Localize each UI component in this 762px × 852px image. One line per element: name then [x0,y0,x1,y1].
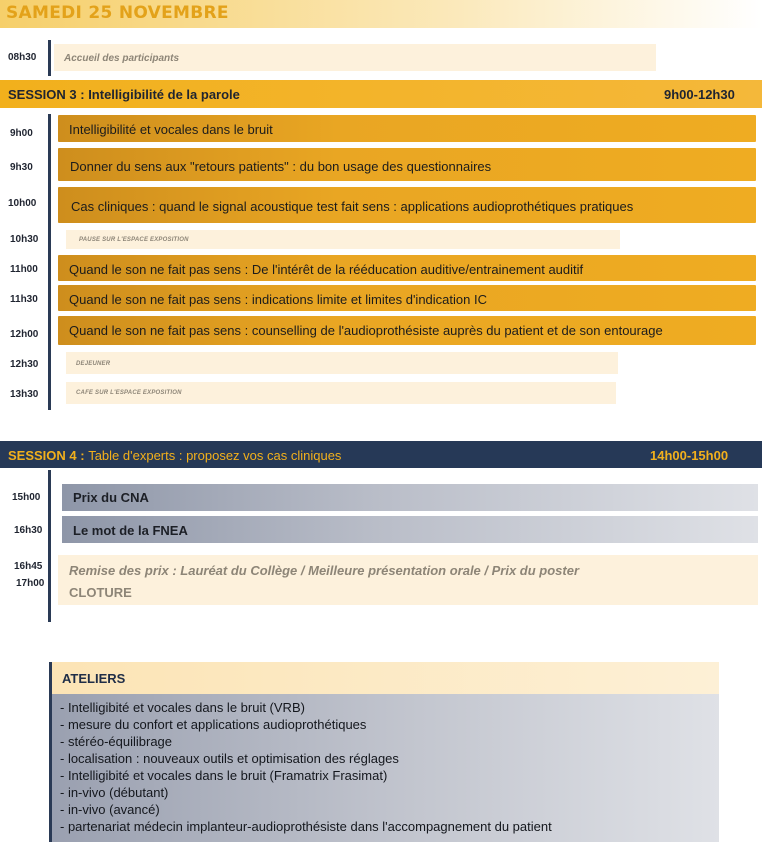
atelier-item: - Intelligibité et vocales dans le bruit (VRB) [60,700,305,715]
time-label: 13h30 [10,389,39,400]
session4-title [8,448,341,463]
session3-time: 9h00-12h30 [664,87,735,102]
time-label: 10h30 [10,234,39,245]
time-label: 11h00 [10,264,38,275]
closing-label: CLOTURE [69,585,132,600]
talk-label: Donner du sens aux "retours patients" : du bon usage des questionnaires [70,159,492,174]
welcome-label: Accueil des participants [64,53,180,64]
break-row [66,352,618,374]
talk-label: Intelligibilité et vocales dans le bruit [69,122,273,137]
break-label: DEJEUNER [76,361,111,367]
time-label: 17h00 [16,578,45,589]
award-label: Le mot de la FNEA [73,523,188,538]
award-row [62,484,758,511]
atelier-item: - partenariat médecin implanteur-audioprothésiste dans l'accompagnement du patient [60,819,552,834]
atelier-item: - Intelligibité et vocales dans le bruit (Framatrix Frasimat) [60,768,388,783]
ateliers-title: ATELIERS [62,671,126,686]
time-label: 12h30 [10,359,39,370]
session3-title: SESSION 3 : Intelligibilité de la parole [8,87,240,102]
ateliers-header [52,662,719,694]
atelier-item: - in-vivo (avancé) [60,802,160,817]
closing-awards-label: Remise des prix : Lauréat du Collège / Meilleure présentation orale / Prix du poster [69,563,580,578]
timeline-line [48,40,51,76]
atelier-item: - mesure du confort et applications audioprothétiques [60,717,367,732]
timeline-line [48,470,51,622]
time-label: 9h00 [10,128,33,139]
talk-label: Quand le son ne fait pas sens : De l'intérêt de la rééducation auditive/entrainement auditif [69,262,584,277]
time-label: 15h00 [12,492,41,503]
break-label: CAFE SUR L'ESPACE EXPOSITION [76,390,182,396]
timeline-line [48,114,51,410]
session4-prefix: SESSION 4 : [8,448,89,463]
talk-label: Quand le son ne fait pas sens : counselling de l'audioprothésiste auprès du patient et de son entourage [69,323,663,338]
award-label: Prix du CNA [73,490,149,505]
break-label: PAUSE SUR L'ESPACE EXPOSITION [79,237,189,243]
time-label: 08h30 [8,52,37,63]
time-label: 9h30 [10,162,33,173]
talk-label: Quand le son ne fait pas sens : indications limite et limites d'indication IC [69,292,487,307]
session4-time: 14h00-15h00 [650,448,729,463]
session4-label: Table d'experts : proposez vos cas cliniques [88,448,342,463]
talk-label: Cas cliniques : quand le signal acoustique test fait sens : applications audioprothétiques pratiques [71,199,634,214]
day-title: SAMEDI 25 NOVEMBRE [6,3,229,23]
atelier-item: - stéréo-équilibrage [60,734,173,749]
time-label: 16h45 [14,561,43,572]
time-label: 10h00 [8,198,37,209]
atelier-item: - localisation : nouveaux outils et optimisation des réglages [60,751,399,766]
ateliers-list [60,699,552,835]
time-label: 11h30 [10,294,38,305]
time-label: 16h30 [14,525,43,536]
atelier-item: - in-vivo (débutant) [60,785,169,800]
time-label: 12h00 [10,329,39,340]
